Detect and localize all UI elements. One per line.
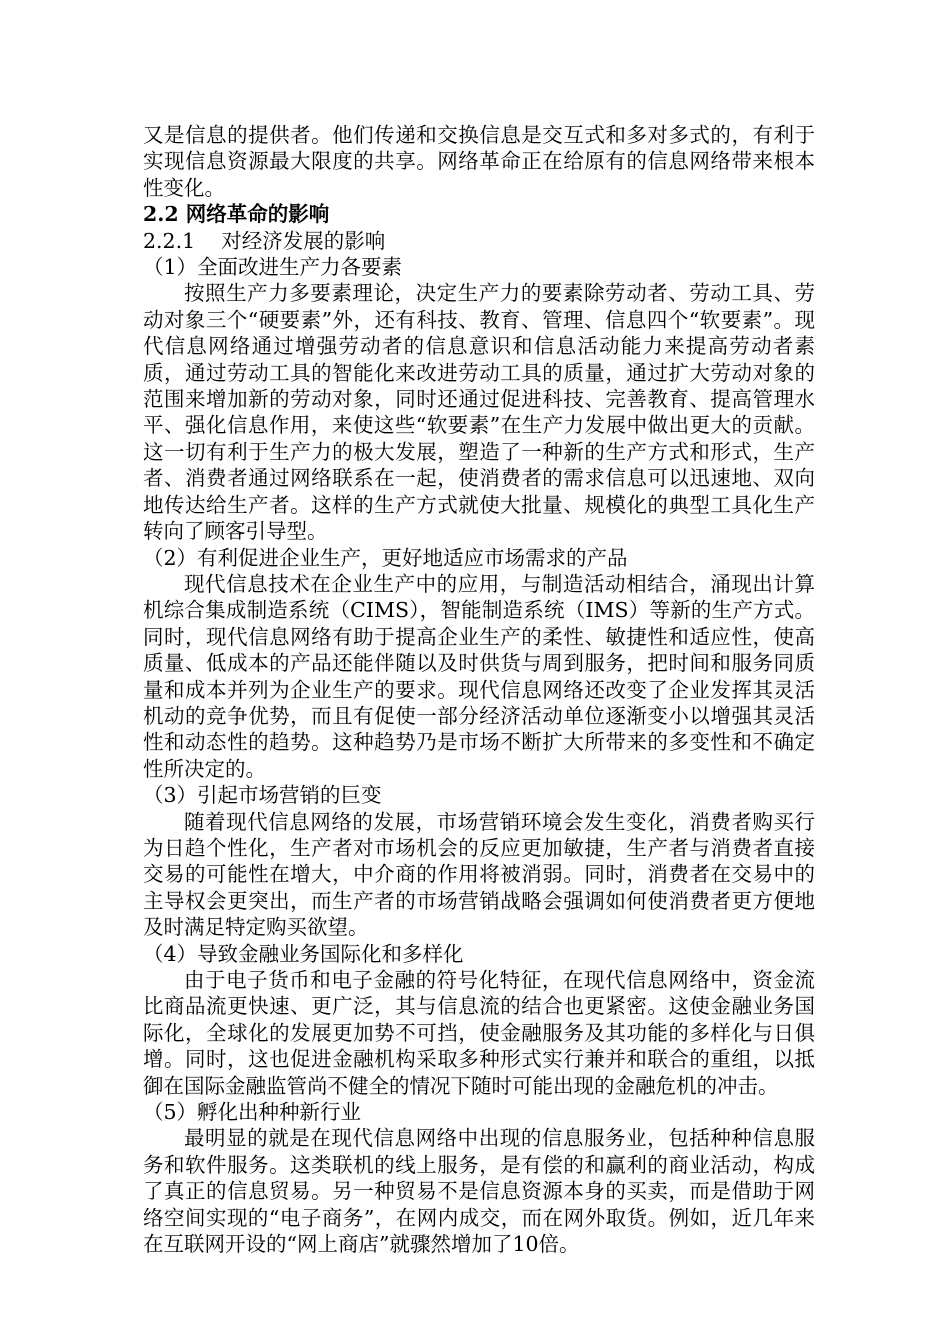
section-heading: 2.2 网络革命的影响: [143, 202, 330, 227]
item-3-paragraph: 随着现代信息网络的发展，市场营销环境会发生变化，消费者购买行为日趋个性化，生产者对市场机会的反应更加敏捷，生产者与消费者直接交易的可能性在增大，中介商的作用将被消弱。同时，消费者在交易中的主导权会更突出，而生产者的市场营销战略会强调如何使消费者更方便地及时满足特定购买欲望。: [143, 809, 815, 940]
item-4-paragraph: 由于电子货币和电子金融的符号化特征，在现代信息网络中，资金流比商品流更快速、更广泛，其与信息流的结合也更紧密。这使金融业务国际化，全球化的发展更加势不可挡，使金融服务及其功能的多样化与日俱增。同时，这也促进金融机构采取多种形式实行兼并和联合的重组，以抵御在国际金融监管尚不健全的情况下随时可能出现的金融危机的冲击。: [143, 968, 815, 1098]
document-page: [143, 122, 815, 1257]
item-3-title: （3）引起市场营销的巨变: [143, 783, 382, 808]
intro-paragraph: 又是信息的提供者。他们传递和交换信息是交互式和多对多式的，有利于实现信息资源最大限度的共享。网络革命正在给原有的信息网络带来根本性变化。: [143, 123, 815, 200]
item-5-title: （5）孵化出种种新行业: [143, 1100, 362, 1125]
subsection-heading: 2.2.1 对经济发展的影响: [143, 228, 386, 253]
item-4-title: （4）导致金融业务国际化和多样化: [143, 941, 464, 966]
item-1-title: （1）全面改进生产力各要素: [143, 255, 403, 280]
item-5-paragraph: 最明显的就是在现代信息网络中出现的信息服务业，包括种种信息服务和软件服务。这类联机的线上服务，是有偿的和赢利的商业活动，构成了真正的信息贸易。另一种贸易不是信息资源本身的买卖，而是借助于网络空间实现的“电子商务”，在网内成交，而在网外取货。例如，近几年来在互联网开设的“网上商店”就骤然增加了10倍。: [143, 1126, 815, 1257]
item-2-paragraph: 现代信息技术在企业生产中的应用，与制造活动相结合，涌现出计算机综合集成制造系统（CIMS），智能制造系统（IMS）等新的生产方式。同时，现代信息网络有助于提高企业生产的柔性、敏捷性和适应性，使高质量、低成本的产品还能伴随以及时供货与周到服务，把时间和服务同质量和成本并列为企业生产的要求。现代信息网络还改变了企业发挥其灵活机动的竞争优势，而且有促使一部分经济活动单位逐渐变小以增强其灵活性和动态性的趋势。这种趋势乃是市场不断扩大所带来的多变性和不确定性所决定的。: [143, 571, 815, 781]
item-2-title: （2）有利促进企业生产，更好地适应市场需求的产品: [143, 545, 628, 570]
item-1-paragraph: 按照生产力多要素理论，决定生产力的要素除劳动者、劳动工具、劳动对象三个“硬要素”外，还有科技、教育、管理、信息四个“软要素”。现代信息网络通过增强劳动者的信息意识和信息活动能力来提高劳动者素质，通过劳动工具的智能化来改进劳动工具的质量，通过扩大劳动对象的范围来增加新的劳动对象，同时还通过促进科技、完善教育、提高管理水平、强化信息作用，来使这些“软要素”在生产力发展中做出更大的贡献。这一切有利于生产力的极大发展，塑造了一种新的生产方式和形式，生产者、消费者通过网络联系在一起，使消费者的需求信息可以迅速地、双向地传达给生产者。这样的生产方式就使大批量、规模化的典型工具化生产转向了顾客引导型。: [143, 281, 815, 544]
